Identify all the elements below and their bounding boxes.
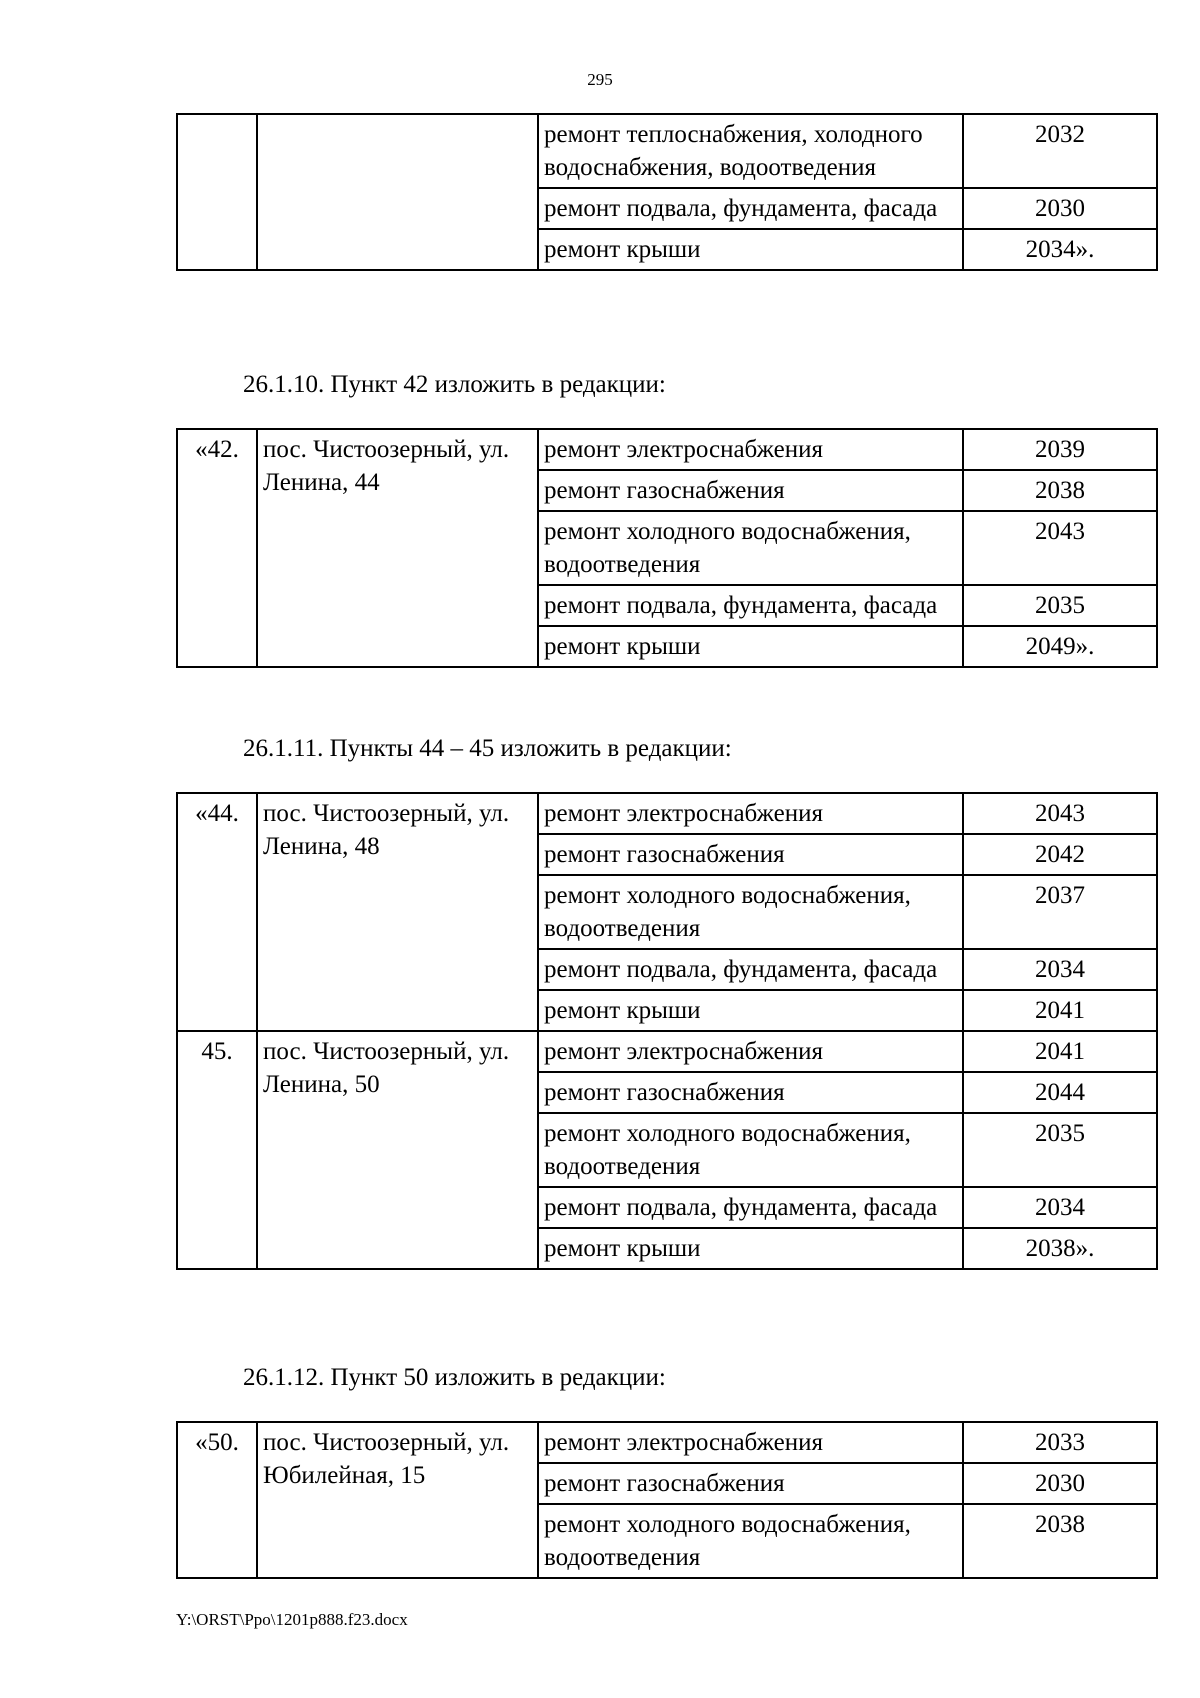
item-number [177, 114, 257, 270]
year-cell: 2041 [963, 1031, 1157, 1072]
work-type-cell: ремонт газоснабжения [538, 1463, 963, 1504]
year-cell: 2033 [963, 1422, 1157, 1463]
page-number: 295 [587, 70, 613, 89]
clause-heading: 26.1.12. Пункт 50 изложить в редакции: [243, 1364, 666, 1391]
address-cell: пос. Чистоозерный, ул. Юбилейная, 15 [257, 1422, 538, 1578]
work-type-cell: ремонт газоснабжения [538, 834, 963, 875]
address-cell: пос. Чистоозерный, ул. Ленина, 44 [257, 429, 538, 667]
table-row [177, 793, 1157, 834]
year-cell: 2034 [963, 949, 1157, 990]
address-cell: пос. Чистоозерный, ул. Ленина, 50 [257, 1031, 538, 1269]
works-table [176, 1421, 1158, 1579]
clause-heading: 26.1.11. Пункты 44 – 45 изложить в редакции: [243, 735, 732, 762]
work-type-cell: ремонт крыши [538, 990, 963, 1031]
works-table [176, 428, 1158, 668]
work-type-cell: ремонт крыши [538, 229, 963, 270]
year-cell: 2035 [963, 585, 1157, 626]
year-cell: 2030 [963, 1463, 1157, 1504]
address-cell [257, 114, 538, 270]
work-type-cell: ремонт холодного водоснабжения, водоотведения [538, 875, 963, 949]
work-type-cell: ремонт электроснабжения [538, 1031, 963, 1072]
work-type-cell: ремонт электроснабжения [538, 793, 963, 834]
work-type-cell: ремонт газоснабжения [538, 1072, 963, 1113]
work-type-cell: ремонт холодного водоснабжения, водоотведения [538, 1113, 963, 1187]
work-type-cell: ремонт холодного водоснабжения, водоотведения [538, 511, 963, 585]
item-number: 45. [177, 1031, 257, 1269]
year-cell: 2030 [963, 188, 1157, 229]
work-type-cell: ремонт подвала, фундамента, фасада [538, 949, 963, 990]
year-cell: 2038 [963, 470, 1157, 511]
year-cell: 2049». [963, 626, 1157, 667]
item-number: «50. [177, 1422, 257, 1578]
item-number: «44. [177, 793, 257, 1031]
year-cell: 2041 [963, 990, 1157, 1031]
file-path-footer: Y:\ORST\Ppo\1201p888.f23.docx [176, 1610, 408, 1629]
year-cell: 2043 [963, 793, 1157, 834]
work-type-cell: ремонт подвала, фундамента, фасада [538, 1187, 963, 1228]
year-cell: 2044 [963, 1072, 1157, 1113]
year-cell: 2037 [963, 875, 1157, 949]
works-table [176, 113, 1158, 271]
work-type-cell: ремонт газоснабжения [538, 470, 963, 511]
year-cell: 2042 [963, 834, 1157, 875]
table-row [177, 1031, 1157, 1072]
year-cell: 2035 [963, 1113, 1157, 1187]
works-table [176, 792, 1158, 1270]
work-type-cell: ремонт крыши [538, 626, 963, 667]
work-type-cell: ремонт электроснабжения [538, 1422, 963, 1463]
year-cell: 2043 [963, 511, 1157, 585]
work-type-cell: ремонт электроснабжения [538, 429, 963, 470]
table-row [177, 114, 1157, 188]
year-cell: 2039 [963, 429, 1157, 470]
year-cell: 2034». [963, 229, 1157, 270]
address-cell: пос. Чистоозерный, ул. Ленина, 48 [257, 793, 538, 1031]
work-type-cell: ремонт крыши [538, 1228, 963, 1269]
work-type-cell: ремонт теплоснабжения, холодного водоснабжения, водоотведения [538, 114, 963, 188]
work-type-cell: ремонт подвала, фундамента, фасада [538, 585, 963, 626]
item-number: «42. [177, 429, 257, 667]
work-type-cell: ремонт подвала, фундамента, фасада [538, 188, 963, 229]
year-cell: 2038 [963, 1504, 1157, 1578]
table-row [177, 1422, 1157, 1463]
year-cell: 2038». [963, 1228, 1157, 1269]
work-type-cell: ремонт холодного водоснабжения, водоотведения [538, 1504, 963, 1578]
table-row [177, 429, 1157, 470]
year-cell: 2032 [963, 114, 1157, 188]
year-cell: 2034 [963, 1187, 1157, 1228]
clause-heading: 26.1.10. Пункт 42 изложить в редакции: [243, 371, 666, 398]
